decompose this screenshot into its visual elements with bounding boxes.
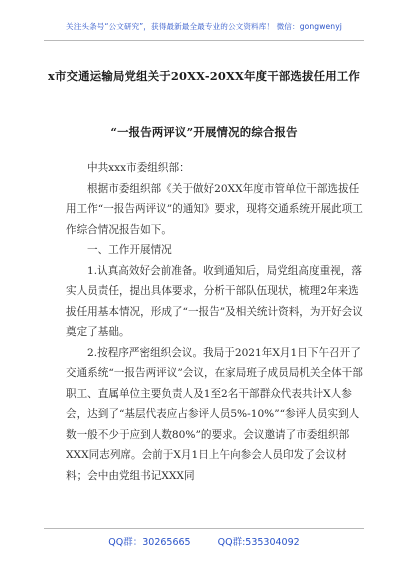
footer-divider xyxy=(44,528,364,529)
footer xyxy=(0,534,408,548)
document-body xyxy=(66,158,366,486)
paragraph-item-1: 1.认真高效好会前准备。收到通知后，局党组高度重视，落实人员责任，提出具体要求，分析干部队伍现状，梳理2年来选拔任用基本情况，形成了“一报告”及相关统计资料，为开好会议奠定了基础。 xyxy=(66,264,363,338)
salutation: 中共xxx市委组织部： xyxy=(87,162,190,174)
document-title-line-2: “一报告两评议”开展情况的综合报告 xyxy=(110,125,298,139)
paragraph-item-2: 2.按程序严密组织会议。我局于2021年X月1日下午召开了交通系统“一报告两评议”会议，在家局班子成员局机关全体干部职工、直属单位主要负责人及1至2名干部群众代表共计X人参会，达到了“基层代表应占参评人员5%-10%”“参评人员实到人数一般不少于应到人数80%”的要求。会议邀请了市委组织部XXX同志列席。会前于X月1日上午向参会人员印发了会议材料；会中由党组书记XXX同 xyxy=(66,346,363,482)
header-note: 关注头条号“公文研究”，获得最新最全最专业的公文资料库！ 微信：gongwenyj xyxy=(66,22,342,31)
document-title-line-1: x市交通运输局党组关于20XX-20XX年度干部选拔任用工作 xyxy=(48,69,360,83)
section-heading: 一、工作开展情况 xyxy=(87,244,172,256)
header-divider xyxy=(44,40,364,41)
paragraph-intro: 根据市委组织部《关于做好20XX年度市管单位干部选拔任用工作“一报告两评议”的通知》要求，现将交通系统开展此项工作综合情况报告如下。 xyxy=(66,182,363,236)
footer-qq-group-1: QQ群：30265665 xyxy=(108,537,191,548)
footer-qq-group-2: QQ群:535304092 xyxy=(217,537,300,548)
